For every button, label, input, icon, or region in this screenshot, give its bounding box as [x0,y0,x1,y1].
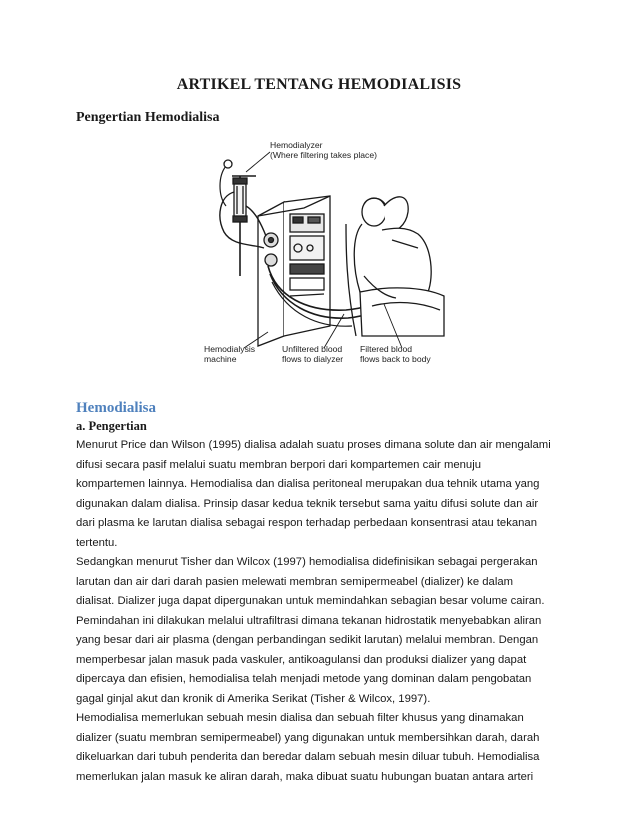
body-line: tertentu. [76,536,118,549]
label-hemodialyzer: Hemodialyzer [270,140,323,150]
body-line: dialisat. Dializer juga dapat dipergunakan untuk memindahkan sebagian besar volume cairan. [76,595,545,607]
body-paragraphs [76,436,568,787]
body-line: Menurut Price dan Wilson (1995) dialisa adalah suatu proses dimana solute dan air mengalami [76,439,551,451]
content-heading: Hemodialisa [76,400,157,416]
body-line: digunakan dalam dialisa. Prinsip dasar kedua teknik tersebut sama yaitu difusi solute dan air [76,497,539,510]
label-unfiltered-2: flows to dialyzer [282,354,344,364]
body-line: Sedangkan menurut Tisher dan Wilcox (1997) hemodialisa didefinisikan sebagai pergerakan [76,556,538,568]
label-unfiltered: Unfiltered blood [282,344,343,354]
label-machine-2: machine [204,354,237,364]
body-line: dializer (suatu membran semipermeabel) yang digunakan untuk membersihkan darah, darah [76,731,540,744]
body-line: difusi secara pasif melalui suatu membran berpori dari kompartemen cair menuju [76,458,481,471]
label-machine: Hemodialysis [204,344,256,354]
label-filtered: Filtered blood [360,344,413,354]
document-title: ARTIKEL TENTANG HEMODIALISIS [176,76,462,93]
body-line: dipercaya dan efisien, hemodialisa telah menjadi metode yang dominan dalam pengobatan [76,673,532,685]
body-line: yang besar dari air plasma (dengan perbandingan sedikit larutan) melalui membran. Dengan [76,634,539,646]
label-hemodialyzer-detail: (Where filtering takes place) [270,150,377,160]
hemodialysis-diagram [196,136,446,372]
body-line: memerlukan jalan masuk ke aliran darah, maka dibuat suatu hubungan buatan antara arteri [76,770,534,783]
body-line: dari plasma ke larutan dialisa sebagai respon terhadap perbedaan konsentrasi atau tekanan [76,517,537,529]
body-line: larutan dan air dari darah pasien melewati membran semipermeabel (dializer) ke dalam [76,575,514,588]
body-line: dikeluarkan dari tubuh penderita dan beredar dalam sebuah mesin diluar tubuh. Hemodialisa [76,751,540,763]
body-line: kompartemen lainnya. Hemodialisa dan dialisa peritoneal merupakan dua tehnik utama yang [76,478,540,490]
body-line: gagal ginjal akut dan kronik di Amerika Serikat (Tisher & Wilcox, 1997). [76,692,431,705]
body-line: memperbesar jalan masuk pada vaskuler, antikoagulansi dan produksi dializer yang dapat [76,653,527,666]
label-filtered-2: flows back to body [360,354,431,364]
section-heading: Pengertian Hemodialisa [76,110,220,125]
body-line: Pemindahan ini dilakukan melalui ultrafiltrasi dimana tekanan hidrostatik menyebabkan aliran [76,614,542,627]
body-line: Hemodialisa memerlukan sebuah mesin dialisa dan sebuah filter khusus yang dinamakan [76,712,524,724]
hemodialysis-illustration [196,136,446,372]
content-subheading: a. Pengertian [76,419,147,433]
